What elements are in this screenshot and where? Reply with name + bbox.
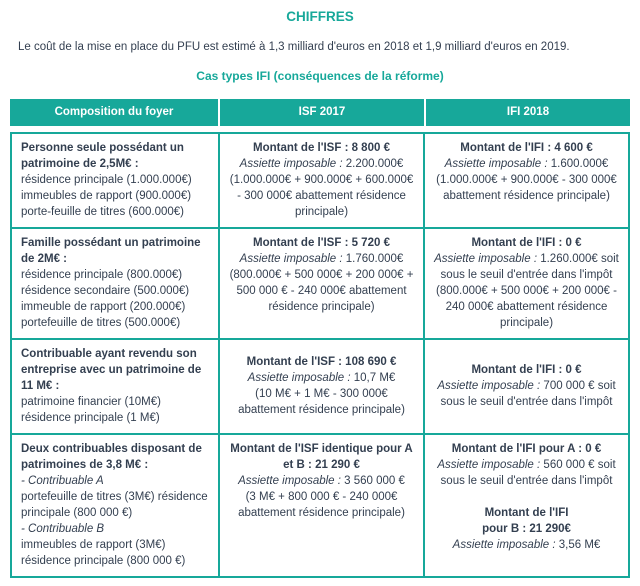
cell-foyer-row-3 [12, 340, 218, 433]
cell-line [434, 378, 619, 410]
text-segment: résidence principale (1 M€) [21, 412, 160, 424]
text-segment: Montant de l'ISF : 8 800 € [253, 142, 390, 154]
text-segment: immeuble de rapport (200.000€) [21, 301, 186, 313]
cell-line [229, 386, 414, 418]
cell-line [21, 489, 209, 521]
cell-ifi-2018-row-3 [425, 340, 628, 433]
cell-line [21, 473, 209, 489]
text-segment: 2.200.000€ [345, 158, 404, 170]
text-segment: Montant de l'IFI pour A : 0 € [451, 443, 602, 455]
text-segment: résidence principale (800 000 €) [21, 555, 186, 567]
cell-line [229, 370, 414, 386]
cell-line [434, 140, 619, 156]
text-segment: Assiette imposable : [437, 380, 544, 392]
text-segment: résidence principale (800.000€) [21, 269, 183, 281]
text-segment: - Contribuable B [21, 523, 105, 535]
text-segment: Montant de l'IFI : 0 € [471, 364, 582, 376]
cell-line [21, 299, 209, 315]
table-title: Cas types IFI (conséquences de la réforme) [196, 69, 444, 83]
text-segment: - Contribuable A [21, 475, 104, 487]
cell-line [434, 362, 619, 378]
text-segment: résidence principale (1.000.000€) [21, 174, 192, 186]
text-segment: Assiette imposable : [452, 539, 559, 551]
cell-isf-2017-row-1 [220, 134, 423, 227]
text-segment: Montant de l'ISF identique pour A et B : 21 290 € [230, 443, 413, 471]
cell-line [434, 505, 619, 521]
cell-line [21, 537, 209, 553]
text-segment: pour B : 21 290€ [482, 523, 571, 535]
cell-line [21, 140, 209, 172]
text-segment: (3 M€ + 800 000 € - 240 000€ abattement résidence principale) [238, 491, 405, 519]
table-header-row [10, 99, 630, 126]
cell-line [21, 283, 209, 299]
page-title: CHIFFRES [286, 9, 354, 24]
text-segment: (10 M€ + 1 M€ - 300 000€ abattement résidence principale) [238, 388, 405, 416]
cell-line [21, 394, 209, 410]
column-header-isf-2017: ISF 2017 [220, 99, 424, 126]
text-segment: 1.760.000€ [345, 253, 404, 265]
cell-line [434, 441, 619, 457]
text-segment: (1.000.000€ + 900.000€ - 300 000€ abattement résidence principale) [436, 174, 617, 202]
intro-paragraph: Le coût de la mise en place du PFU est estimé à 1,3 milliard d'euros en 2018 et 1,9 milliard d'euros en 2019. [18, 41, 570, 53]
cell-line [434, 156, 619, 172]
text-segment: immeubles de rapport (3M€) [21, 539, 166, 551]
text-segment: 3,56 M€ [558, 539, 601, 551]
text-segment: (800.000€ + 500 000€ + 200 000€ - 240 000€ abattement résidence principale) [436, 285, 617, 329]
text-segment: 3 560 000 € [344, 475, 405, 487]
cell-line [434, 521, 619, 537]
text-segment: Montant de l'IFI [484, 507, 569, 519]
text-segment: 1.260.000€ soit sous le seuil d'entrée dans l'impôt [440, 253, 619, 281]
text-segment: résidence secondaire (500.000€) [21, 285, 190, 297]
cell-line [229, 489, 414, 521]
text-segment: immeubles de rapport (900.000€) [21, 190, 192, 202]
cell-line [21, 204, 209, 220]
text-segment: 700 000 € soit sous le seuil d'entrée dans l'impôt [440, 380, 616, 408]
text-segment: Montant de l'ISF : 108 690 € [246, 356, 397, 368]
text-segment: Assiette imposable : [239, 253, 346, 265]
text-segment: Montant de l'ISF : 5 720 € [253, 237, 390, 249]
text-segment: portefeuille de titres (500.000€) [21, 317, 181, 329]
text-segment: Assiette imposable : [437, 459, 544, 471]
cell-line [21, 521, 209, 537]
cell-line [21, 346, 209, 394]
text-segment: 1.600.000€ [550, 158, 609, 170]
cell-line [229, 441, 414, 473]
cell-line [229, 473, 414, 489]
cell-foyer-row-1 [12, 134, 218, 227]
text-segment: Famille possédant un patrimoine de 2M€ : [21, 237, 201, 265]
column-header-foyer: Composition du foyer [10, 99, 218, 126]
text-segment: Assiette imposable : [444, 158, 551, 170]
text-segment: Assiette imposable : [238, 475, 345, 487]
cell-foyer-row-4 [12, 435, 218, 576]
cell-line [229, 235, 414, 251]
cell-line [434, 251, 619, 283]
text-segment: Assiette imposable : [239, 158, 346, 170]
cell-line [21, 315, 209, 331]
cell-line [229, 172, 414, 220]
cell-line [434, 172, 619, 204]
text-segment: Deux contribuables disposant de patrimoines de 3,8 M€ : [21, 443, 202, 471]
cell-ifi-2018-row-2 [425, 229, 628, 338]
cell-line [21, 235, 209, 267]
cell-line [21, 553, 209, 569]
cell-line [21, 267, 209, 283]
text-segment: Assiette imposable : [434, 253, 541, 265]
cell-foyer-row-2 [12, 229, 218, 338]
text-segment: Contribuable ayant revendu son entreprise avec un patrimoine de 11 M€ : [21, 348, 202, 392]
text-segment: portefeuille de titres (3M€) résidence principale (800 000 €) [21, 491, 208, 519]
text-segment: 560 000 € soit sous le seuil d'entrée dans l'impôt [440, 459, 616, 487]
text-segment: Montant de l'IFI : 4 600 € [460, 142, 593, 154]
cell-ifi-2018-row-4 [425, 435, 628, 576]
cell-line [21, 441, 209, 473]
cell-isf-2017-row-3 [220, 340, 423, 433]
table-body [10, 132, 630, 578]
ifi-comparison-table [10, 99, 630, 578]
cell-line [434, 283, 619, 331]
text-segment: (800.000€ + 500 000€ + 200 000€ + 500 000 € - 240 000€ abattement résidence principale) [229, 269, 414, 313]
cell-line [229, 156, 414, 172]
text-segment: Assiette imposable : [247, 372, 354, 384]
text-segment: patrimoine financier (10M€) [21, 396, 161, 408]
cell-line [21, 172, 209, 188]
cell-line [434, 537, 619, 553]
cell-line [21, 410, 209, 426]
cell-line [229, 354, 414, 370]
text-segment: (1.000.000€ + 900.000€ + 600.000€ - 300 000€ abattement résidence principale) [229, 174, 414, 218]
cell-ifi-2018-row-1 [425, 134, 628, 227]
cell-isf-2017-row-2 [220, 229, 423, 338]
column-header-ifi-2018: IFI 2018 [426, 99, 630, 126]
text-segment: Personne seule possédant un patrimoine de 2,5M€ : [21, 142, 184, 170]
cell-line [434, 235, 619, 251]
cell-line [229, 140, 414, 156]
cell-line [21, 188, 209, 204]
cell-line [434, 457, 619, 489]
text-segment: 10,7 M€ [353, 372, 396, 384]
text-segment: porte-feuille de titres (600.000€) [21, 206, 185, 218]
text-segment: Montant de l'IFI : 0 € [471, 237, 582, 249]
cell-isf-2017-row-4 [220, 435, 423, 576]
cell-line [229, 251, 414, 267]
cell-line [229, 267, 414, 315]
